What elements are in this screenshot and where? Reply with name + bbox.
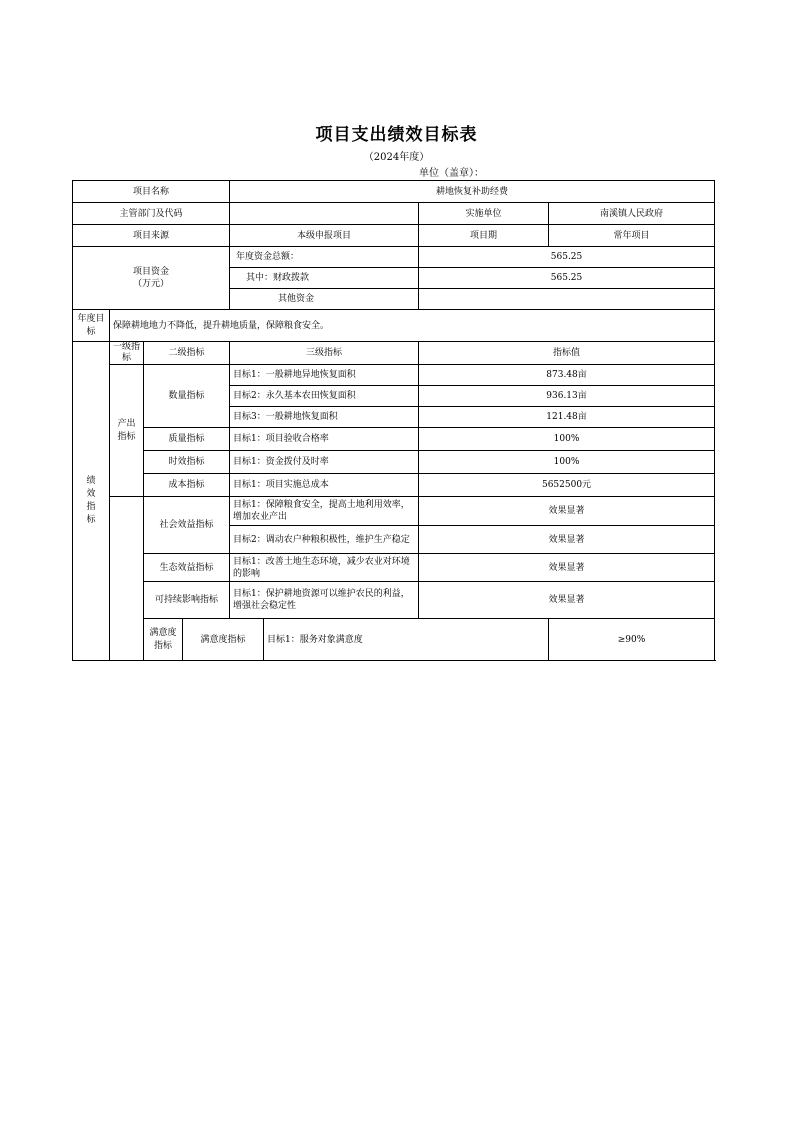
- funds-label-line1: 项目资金: [133, 267, 170, 277]
- source-label: 项目来源: [73, 225, 230, 247]
- unit-stamp-label: 单位（盖章）：: [419, 168, 484, 179]
- funds-total-label: 年度资金总额：: [230, 247, 419, 268]
- funds-other-label: 其他资金: [230, 289, 419, 310]
- table-row-value: ≥90%: [549, 619, 715, 661]
- annual-goal-label: 年度目标: [73, 310, 110, 342]
- satisfaction-indicator-label: 满意度指标: [144, 619, 183, 661]
- project-name-value: 耕地恢复补助经费: [230, 181, 715, 203]
- col-value-header: 指标值: [419, 342, 715, 365]
- col-level2-header: 二级指标: [144, 342, 230, 365]
- page-title: 项目支出绩效目标表: [315, 125, 478, 145]
- table-row-target: 目标3：一般耕地恢复面积: [230, 407, 419, 428]
- dept-value: [230, 203, 419, 225]
- sustain-impact-label: 可持续影响指标: [144, 582, 230, 619]
- period-label: 项目期: [419, 225, 549, 247]
- table-row-target: 目标1：改善土地生态环境，减少农业对环境的影响: [230, 554, 419, 582]
- eco-benefit-label: 生态效益指标: [144, 554, 230, 582]
- table-row-value: 121.48亩: [419, 407, 715, 428]
- impl-unit-label: 实施单位: [419, 203, 549, 225]
- table-row-value: 5652500元: [419, 474, 715, 497]
- table-row-target: 目标1：资金拨付及时率: [230, 451, 419, 474]
- table-row-target: 目标2：调动农户种粮积极性，维护生产稳定: [230, 526, 419, 554]
- benefit-indicator-label: [110, 497, 144, 661]
- funds-fiscal-label: 其中：财政拨款: [230, 268, 419, 289]
- table-row-target: 目标1：一般耕地异地恢复面积: [230, 365, 419, 386]
- quantity-indicator-label: 数量指标: [144, 365, 230, 428]
- funds-total-value: 565.25: [419, 247, 715, 268]
- table-row-value: 效果显著: [419, 554, 715, 582]
- quality-indicator-label: 质量指标: [144, 428, 230, 451]
- table-row-value: 100%: [419, 428, 715, 451]
- output-indicator-label: 产出指标: [110, 365, 144, 497]
- table-row-value: 效果显著: [419, 526, 715, 554]
- funds-other-value: [419, 289, 715, 310]
- table-row-value: 效果显著: [419, 582, 715, 619]
- year-subtitle: （2024年度）: [363, 152, 430, 163]
- table-row-value: 效果显著: [419, 497, 715, 526]
- satisfaction-sub-label: 满意度指标: [183, 619, 264, 661]
- timeliness-indicator-label: 时效指标: [144, 451, 230, 474]
- funds-label-line2: （万元）: [133, 279, 170, 289]
- funds-label: [73, 247, 230, 310]
- table-row-value: 100%: [419, 451, 715, 474]
- performance-label: 绩效指标: [73, 342, 110, 661]
- impl-unit-value: 南溪镇人民政府: [549, 203, 715, 225]
- table-row-target: 目标2：永久基本农田恢复面积: [230, 386, 419, 407]
- table-row-target: 目标1：保障粮食安全，提高土地利用效率，增加农业产出: [230, 497, 419, 526]
- col-level1-header: 一级指标: [110, 342, 144, 365]
- social-benefit-label: 社会效益指标: [144, 497, 230, 554]
- annual-goal-text: 保障耕地地力不降低，提升耕地质量，保障粮食安全。: [110, 310, 715, 342]
- funds-fiscal-value: 565.25: [419, 268, 715, 289]
- table-row-value: 873.48亩: [419, 365, 715, 386]
- period-value: 常年项目: [549, 225, 715, 247]
- table-row-target: 目标1：服务对象满意度: [264, 619, 549, 661]
- table-row-target: 目标1：项目实施总成本: [230, 474, 419, 497]
- project-name-label: 项目名称: [73, 181, 230, 203]
- performance-target-table: [72, 180, 715, 661]
- cost-indicator-label: 成本指标: [144, 474, 230, 497]
- source-value: 本级申报项目: [230, 225, 419, 247]
- col-level3-header: 三级指标: [230, 342, 419, 365]
- table-row-target: 目标1：项目验收合格率: [230, 428, 419, 451]
- dept-label: 主管部门及代码: [73, 203, 230, 225]
- table-row-target: 目标1：保护耕地资源可以维护农民的利益，增强社会稳定性: [230, 582, 419, 619]
- table-row-value: 936.13亩: [419, 386, 715, 407]
